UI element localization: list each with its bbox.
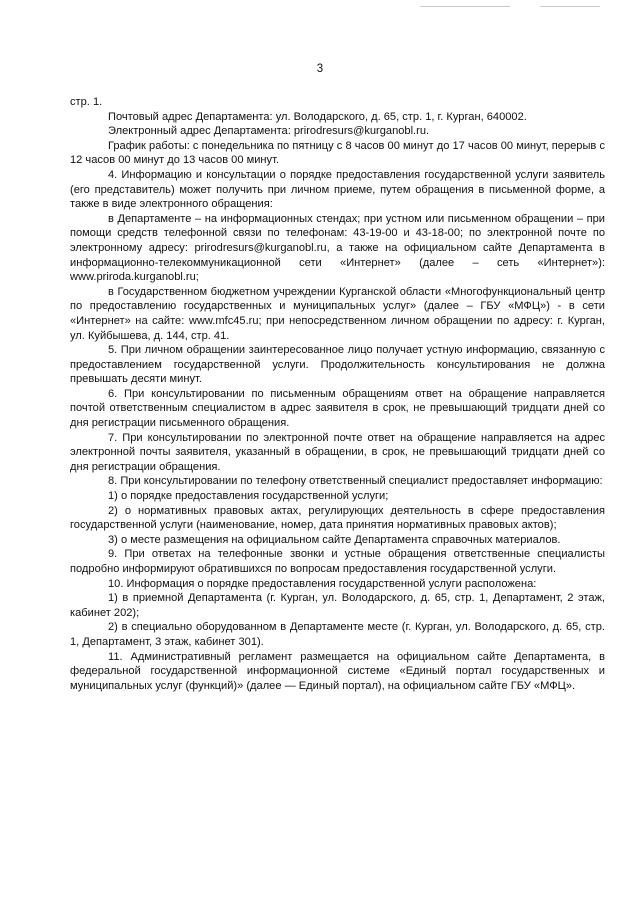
- paragraph: стр. 1.: [70, 96, 103, 108]
- paragraph: 1) о порядке предоставления государственной услуги;: [108, 490, 389, 503]
- paragraph: 3) о месте размещения на официальном сайте Департамента справочных материалов.: [108, 533, 561, 546]
- paragraph: 5. При личном обращении заинтересованное лицо получает устную информацию, связанную с предоставлением государственной услуги. Продолжительность консультирования не должна превышать десяти минут.: [70, 344, 605, 386]
- paragraph: 10. Информация о порядке предоставления государственной услуги расположена:: [108, 577, 537, 590]
- page-number: 3: [316, 63, 324, 75]
- scan-artifact: [540, 6, 600, 7]
- paragraph: 11. Административный регламент размещается на официальном сайте Департамента, в федеральной государственной информационной системе «Единый портал государственных и муниципальных услуг (функций)» (далее — Единый портал), на официальном сайте ГБУ «МФЦ».: [70, 650, 605, 692]
- paragraph: 1) в приемной Департамента (г. Курган, ул. Володарского, д. 65, стр. 1, Департамент, 2 этаж, кабинет 202);: [70, 592, 605, 619]
- paragraph: в Департаменте – на информационных стендах; при устном или письменном обращении – при помощи средств телефонной связи по телефонам: 43-19-00 и 43-18-00; по электронной почте по электронному адресу: prirodresurs@kurganobl.ru, а также на официальном сайте Департамента в информационно-телекоммуникационной сети «Интернет» (далее – сеть «Интернет»): www.priroda.kurganobl.ru;: [70, 212, 605, 284]
- paragraph: 6. При консультировании по письменным обращениям ответ на обращение направляется почтой ответственным специалистом в адрес заявителя в срок, не превышающий тридцати дней со дня регистрации письменного обращения.: [70, 387, 605, 430]
- scan-artifact: [420, 6, 510, 7]
- paragraph: 9. При ответах на телефонные звонки и устные обращения ответственные специалисты подробно информируют обратившихся по вопросам предоставления государственной услуги.: [70, 548, 605, 575]
- paragraph: График работы: с понедельника по пятницу с 8 часов 00 минут до 17 часов 00 минут, перерыв с 12 часов 00 минут до 13 часов 00 минут.: [70, 139, 605, 167]
- paragraph: 4. Информацию и консультации о порядке предоставления государственной услуги заявитель (его представитель) может получить при личном приеме, путем обращения в письменной форме, а также в виде электронного обращения:: [70, 168, 605, 211]
- paragraph: Почтовый адрес Департамента: ул. Володарского, д. 65, стр. 1, г. Курган, 640002.: [108, 110, 527, 123]
- paragraph: 2) о нормативных правовых актах, регулирующих деятельность в сфере предоставления государственной услуги (наименование, номер, дата принятия нормативных правовых актов);: [70, 504, 605, 532]
- paragraph: 8. При консультировании по телефону ответственный специалист предоставляет информацию:: [108, 475, 603, 488]
- paragraph: Электронный адрес Департамента: prirodresurs@kurganobl.ru.: [108, 125, 430, 138]
- paragraph: 2) в специально оборудованном в Департаменте месте (г. Курган, ул. Володарского, д. 65, стр. 1, Департамент, 3 этаж, кабинет 301).: [70, 621, 605, 648]
- paragraph: в Государственном бюджетном учреждении Курганской области «Многофункциональный центр по предоставлению государственных и муниципальных услуг» (далее – ГБУ «МФЦ») - в сети «Интернет» на сайте: www.mfc45.ru; при непосредственном личном обращении по адресу: г. Курган, ул. Куйбышева, д. 144, стр. 41.: [70, 285, 605, 342]
- paragraph: 7. При консультировании по электронной почте ответ на обращение направляется на адрес электронной почты заявителя, указанный в обращении, в срок, не превышающий тридцати дней со дня регистрации обращения.: [70, 431, 605, 473]
- document-body: [70, 95, 605, 693]
